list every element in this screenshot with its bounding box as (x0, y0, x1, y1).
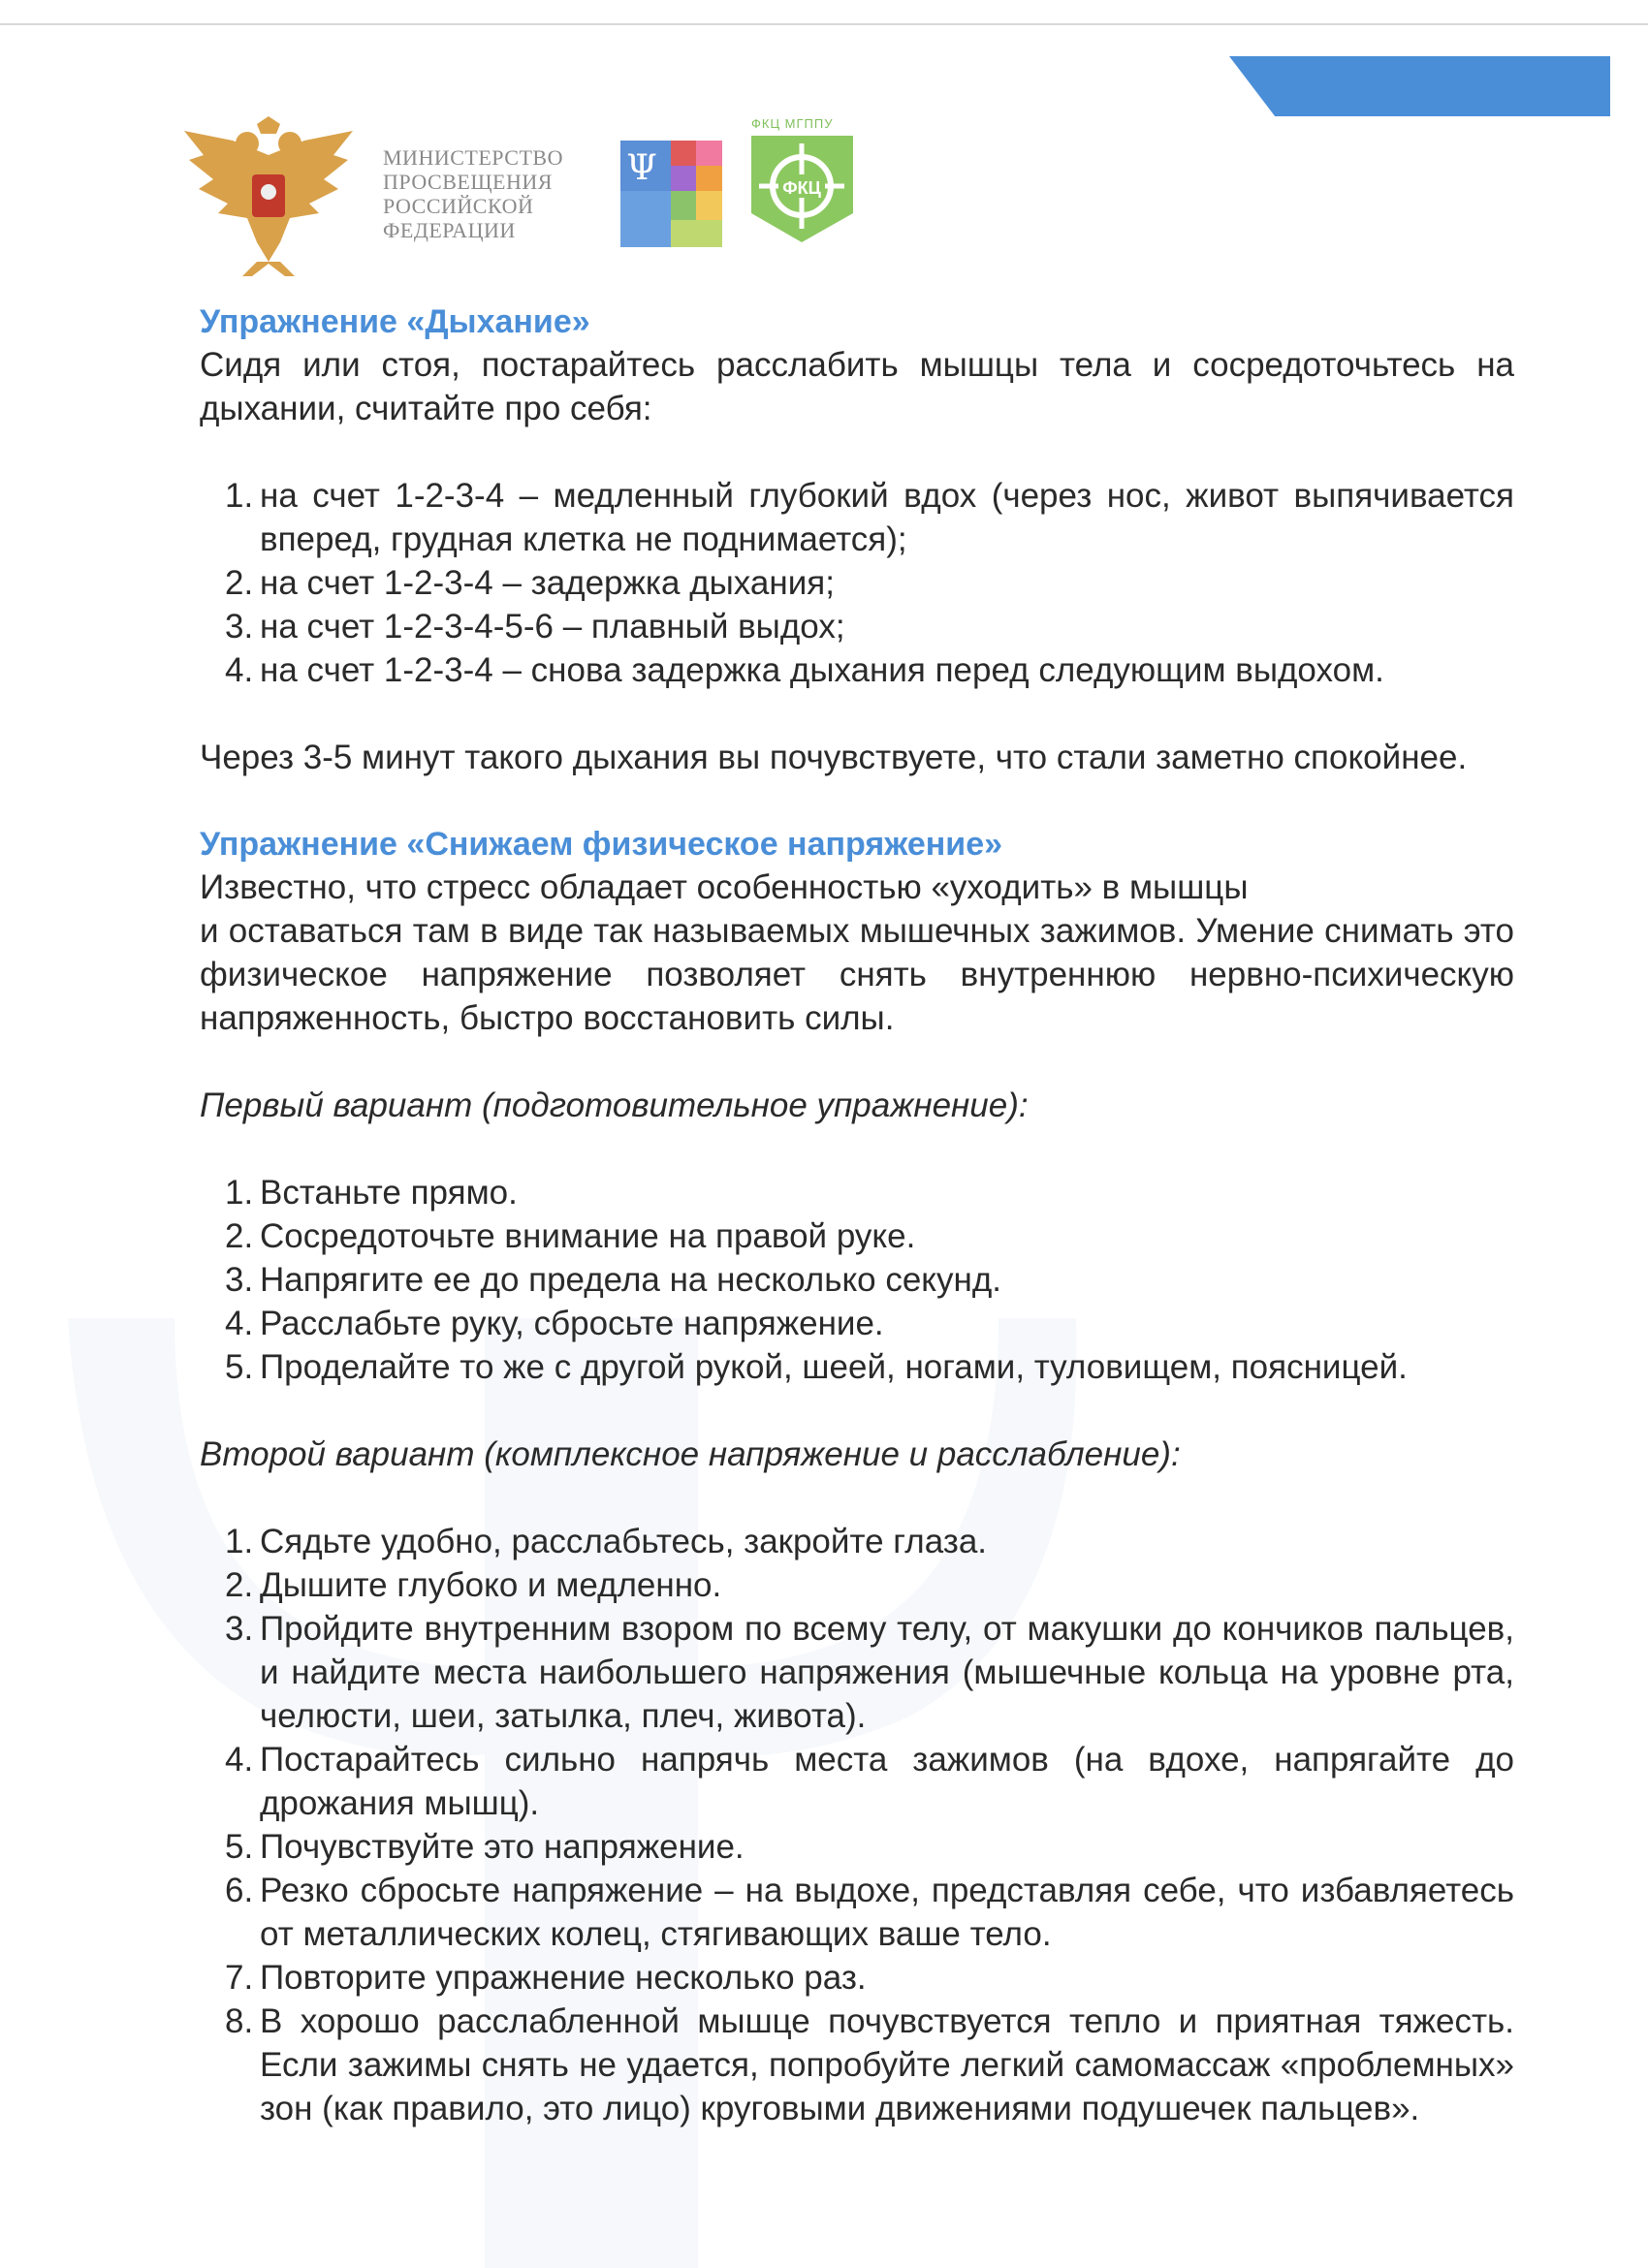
list-item: 8. В хорошо расслабленной мышце почувствуется тепло и приятная тяжесть. Если зажимы снять не удается, попробуйте легкий самомассаж «проблемных» зон (как правило, это лицо) круговыми движениями подушечек пальцев». (225, 2002, 1514, 2127)
list-item: 7. Повторите упражнение несколько раз. (225, 1959, 867, 1997)
list-item: 4. на счет 1-2-3-4 – снова задержка дыхания перед следующим выдохом. (225, 651, 1384, 689)
list-item: 4. Расслабьте руку, сбросьте напряжение. (225, 1305, 884, 1342)
corner-decoration-band (1229, 56, 1610, 116)
exercise-breathing-title: Упражнение «Дыхание» (200, 303, 590, 340)
fkc-logo-icon (751, 136, 853, 242)
list-item: 3. Пройдите внутренним взором по всему телу, от макушки до кончиков пальцев, и найдите места наибольшего напряжения (мышечные кольца на уровне рта, челюсти, шеи, затылка, плеч, живота). (225, 1610, 1514, 1735)
ministry-name (383, 145, 563, 242)
exercise-tension-intro-line: Известно, что стресс обладает особенностью «уходить» в мышцы (200, 868, 1249, 906)
list-item: 2. Сосредоточьте внимание на правой руке. (225, 1217, 916, 1255)
variant-one-title: Первый вариант (подготовительное упражнение): (200, 1087, 1029, 1124)
fkc-logo-text: ФКЦ (782, 178, 821, 198)
exercise-breathing-outro: Через 3-5 минут такого дыхания вы почувствуете, что стали заметно спокойнее. (200, 739, 1468, 776)
ministry-line: РОССИЙСКОЙ (383, 194, 534, 218)
fkc-caption: ФКЦ МГППУ (751, 116, 834, 131)
list-item: 1. Сядьте удобно, расслабьтесь, закройте глаза. (225, 1523, 988, 1560)
list-item: 2. на счет 1-2-3-4 – задержка дыхания; (225, 564, 835, 602)
list-item: 5. Почувствуйте это напряжение. (225, 1828, 745, 1866)
exercise-tension-title: Упражнение «Снижаем физическое напряжение» (200, 826, 1003, 863)
list-item: 4. Постарайтесь сильно напрячь места зажимов (на вдохе, напрягайте до дрожания мышц). (225, 1741, 1514, 1822)
breathing-steps-list (200, 474, 1514, 692)
exercise-breathing-intro: Сидя или стоя, постарайтесь расслабить мышцы тела и сосредоточьтесь на дыхании, считайте про себя: (200, 346, 1514, 427)
list-item: 2. Дышите глубоко и медленно. (225, 1566, 722, 1604)
ministry-line: ФЕДЕРАЦИИ (383, 218, 516, 242)
variant-two-steps-list (200, 1520, 1514, 2130)
list-item: 1. на счет 1-2-3-4 – медленный глубокий вдох (через нос, живот выпячивается вперед, грудная клетка не поднимается); (225, 477, 1514, 558)
document-header (174, 116, 872, 281)
list-item: 1. Встаньте прямо. (225, 1174, 518, 1212)
variant-two-title: Второй вариант (комплексное напряжение и расслабление): (200, 1435, 1181, 1473)
coat-of-arms-icon (174, 116, 364, 276)
document-body (200, 300, 1514, 2130)
exercise-tension-intro: и оставаться там в виде так называемых мышечных зажимов. Умение снимать это физическое напряжение позволяет снять внутреннюю нервно-психическую напряженность, быстро восстановить силы. (200, 912, 1514, 1037)
list-item: 3. на счет 1-2-3-4-5-6 – плавный выдох; (225, 608, 845, 646)
list-item: 6. Резко сбросьте напряжение – на выдохе, представляя себе, что избавляетесь от металлических колец, стягивающих ваше тело. (225, 1872, 1514, 1953)
list-item: 3. Напрягите ее до предела на несколько секунд. (225, 1261, 1001, 1299)
scan-top-edge (0, 23, 1648, 25)
variant-one-steps-list (200, 1171, 1514, 1389)
list-item: 5. Проделайте то же с другой рукой, шеей, ногами, туловищем, поясницей. (225, 1348, 1408, 1386)
psychology-logo-icon (620, 141, 722, 247)
ministry-line: МИНИСТЕРСТВО (383, 145, 563, 170)
ministry-line: ПРОСВЕЩЕНИЯ (383, 170, 553, 194)
psi-letter: Ψ (626, 148, 657, 188)
